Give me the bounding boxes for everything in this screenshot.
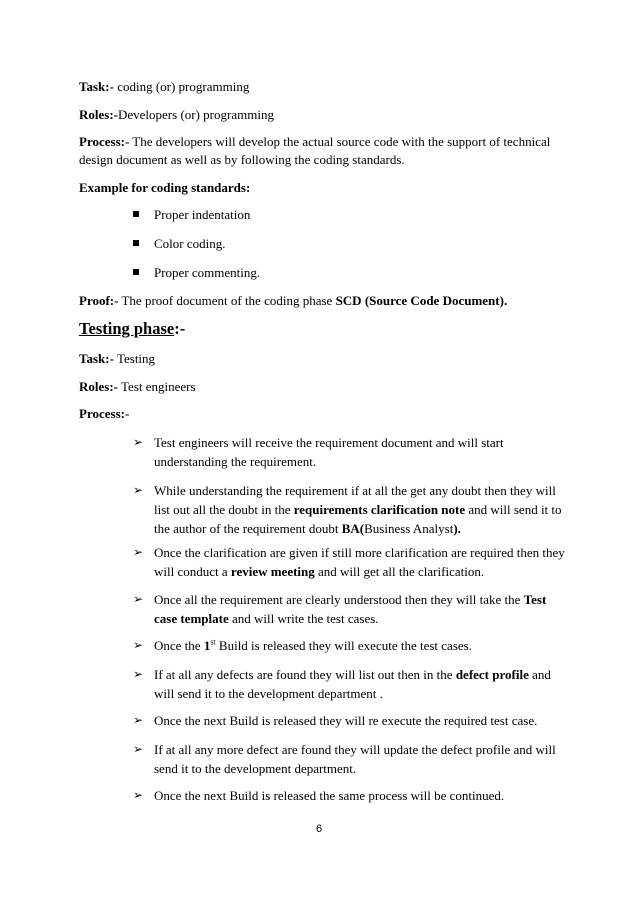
- coding-proof-line: [79, 292, 507, 309]
- process-text: The developers will develop the actual source code with the support of technical: [129, 134, 551, 149]
- arrow-bullet-icon: ➢: [133, 713, 144, 727]
- list-item: [133, 481, 573, 538]
- arrow-bullet-icon: ➢: [133, 545, 144, 559]
- task-label: Task:-: [79, 79, 114, 94]
- list-item: [133, 786, 573, 805]
- arrow-bullet-icon: ➢: [133, 742, 144, 756]
- coding-standards-heading: Example for coding standards:: [79, 180, 251, 195]
- roles-text: Test engineers: [118, 379, 196, 394]
- task-text: coding (or) programming: [113, 79, 250, 94]
- list-item: [133, 636, 573, 655]
- roles-label: Roles:-: [79, 107, 118, 122]
- square-bullet-icon: [133, 240, 139, 246]
- testing-roles-line: [79, 378, 196, 395]
- list-item-text: Proper indentation: [154, 207, 251, 222]
- list-item: [133, 740, 573, 778]
- proof-label: Proof:-: [79, 293, 119, 308]
- arrow-bullet-icon: ➢: [133, 667, 144, 681]
- list-item: [133, 711, 573, 730]
- heading-suffix: :-: [174, 319, 186, 338]
- arrow-bullet-icon: ➢: [133, 435, 144, 449]
- process-label: Process:-: [79, 134, 130, 149]
- task-text: Testing: [113, 351, 156, 366]
- page-number: 6: [315, 823, 323, 835]
- list-item-text: While understanding the requirement if at all the get any doubt then they will list out all the doubt in the requirements clarification note and will send it to the author of the requirement doubt BA(Business Analyst).: [154, 483, 562, 536]
- arrow-bullet-icon: ➢: [133, 592, 144, 606]
- list-item-text: Proper commenting.: [154, 265, 261, 280]
- coding-task-line: [79, 78, 249, 95]
- list-item-text: Test engineers will receive the requirement document and will start understanding the requirement.: [154, 435, 504, 469]
- coding-process-line-2: design document as well as by following the coding standards.: [79, 152, 405, 167]
- list-item: [133, 543, 573, 581]
- task-label: Task:-: [79, 351, 114, 366]
- proof-text: The proof document of the coding phase: [118, 293, 336, 308]
- roles-label: Roles:-: [79, 379, 118, 394]
- arrow-bullet-icon: ➢: [133, 483, 144, 497]
- coding-roles-line: [79, 106, 274, 123]
- list-item-text: Once the clarification are given if still more clarification are required then they will conduct a review meeting and will get all the clarification.: [154, 545, 565, 579]
- list-item-text: If at all any more defect are found they will update the defect profile and will send it to the development department.: [154, 742, 556, 776]
- list-item-text: If at all any defects are found they will list out then in the defect profile and will send it to the development department .: [154, 667, 551, 701]
- list-item-text: Once the next Build is released the same process will be continued.: [154, 788, 505, 803]
- coding-process-line: [79, 133, 550, 150]
- testing-task-line: [79, 350, 155, 367]
- arrow-bullet-icon: ➢: [133, 638, 144, 652]
- square-bullet-icon: [133, 211, 139, 217]
- heading-text: Testing phase: [79, 319, 175, 338]
- roles-text: Developers (or) programming: [118, 107, 274, 122]
- square-bullet-icon: [133, 269, 139, 275]
- list-item-text: Once the next Build is released they will re execute the required test case.: [154, 713, 538, 728]
- list-item: [133, 590, 573, 628]
- arrow-bullet-icon: ➢: [133, 788, 144, 802]
- list-item: [133, 433, 573, 471]
- proof-bold: SCD (Source Code Document).: [335, 293, 508, 308]
- testing-phase-heading: [79, 319, 185, 339]
- list-item-text: Once the 1st Build is released they will execute the test cases.: [154, 637, 472, 653]
- list-item-text: Once all the requirement are clearly understood then they will take the Test case template and will write the test cases.: [154, 592, 547, 626]
- list-item-text: Color coding.: [154, 236, 226, 251]
- testing-process-label: Process:-: [79, 406, 130, 421]
- list-item: [133, 665, 573, 703]
